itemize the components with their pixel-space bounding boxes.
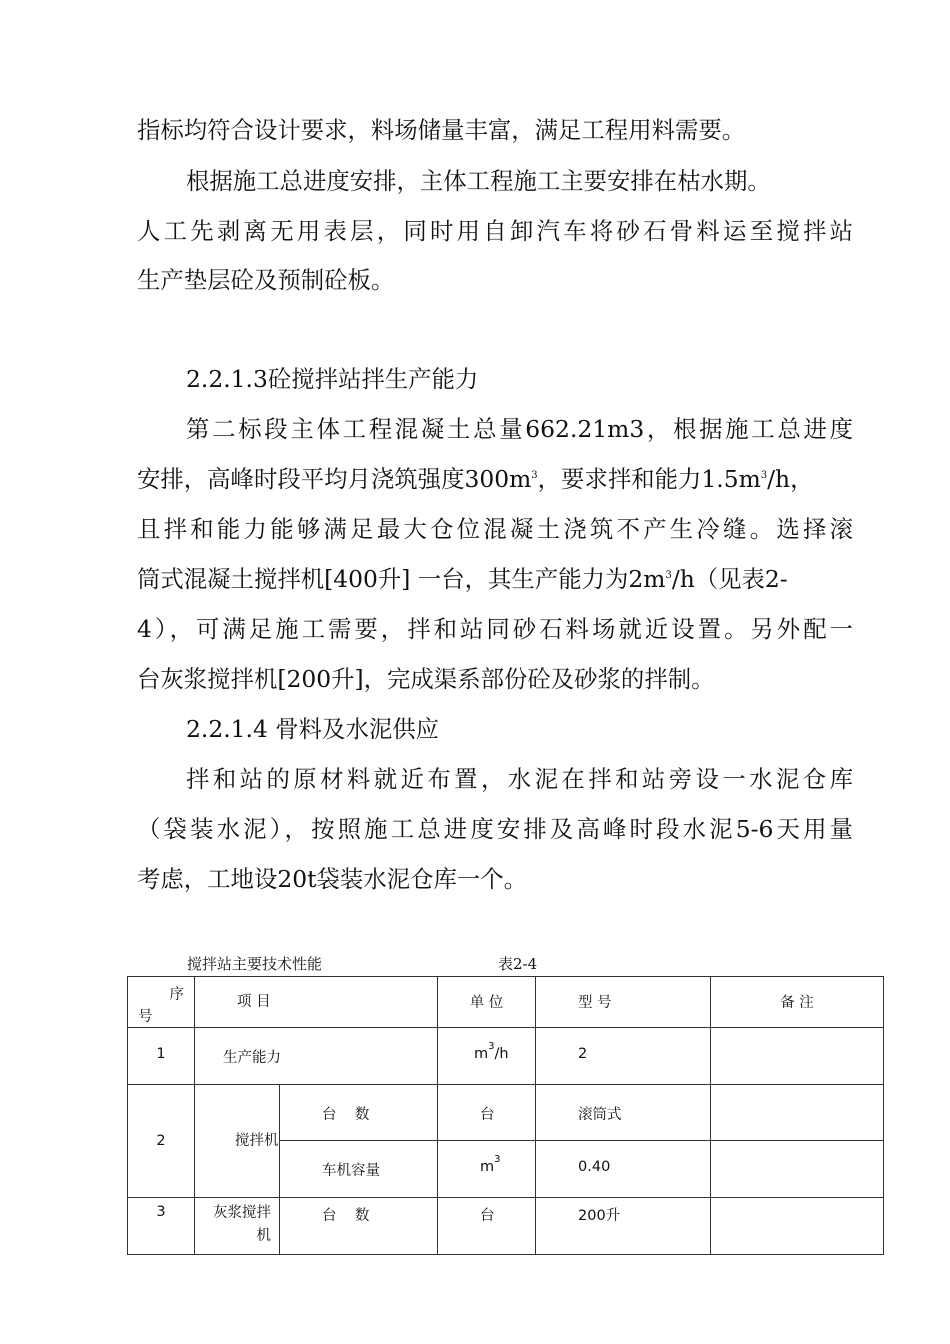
unit-sup: 3 xyxy=(494,1154,501,1165)
cell-unit: 台 xyxy=(438,1085,536,1141)
header-unit: 单 位 xyxy=(438,977,536,1028)
paragraph-line: 根据施工总进度安排，主体工程施工主要安排在枯水期。 xyxy=(186,167,771,195)
header-model: 型 号 xyxy=(536,977,711,1028)
cell-seq: 2 xyxy=(128,1085,195,1198)
cell-remark xyxy=(711,1085,884,1141)
header-seq xyxy=(128,977,195,1028)
cell-item: 车机容量 xyxy=(280,1141,438,1198)
superscript: 3 xyxy=(665,570,672,581)
cell-model: 滚筒式 xyxy=(536,1085,711,1141)
cell-item: 生产能力 xyxy=(195,1028,438,1085)
unit-base: m xyxy=(480,1159,495,1175)
paragraph-line xyxy=(137,464,853,494)
text-run: 安排，高峰时段平均月浇筑强度300m xyxy=(137,465,532,493)
paragraph-line: （袋装水泥），按照施工总进度安排及高峰时段水泥5-6天用量 xyxy=(137,815,853,843)
cell-item: 台 数 xyxy=(280,1085,438,1141)
unit-tail: /h xyxy=(494,1046,509,1062)
table-row xyxy=(128,1028,884,1085)
text-run: ，要求拌和能力1.5m xyxy=(537,465,761,493)
superscript: 3 xyxy=(760,470,768,481)
table-row xyxy=(128,1085,884,1141)
cell-unit: 台 xyxy=(438,1198,536,1255)
paragraph-line: 且拌和能力能够满足最大仓位混凝土浇筑不产生冷缝。选择滚 xyxy=(137,515,853,543)
paragraph-line xyxy=(137,564,853,594)
cell-group: 灰浆搅拌机 xyxy=(195,1198,280,1255)
text-run: /h（见表2- xyxy=(671,565,788,593)
text-run: /h， xyxy=(767,465,814,493)
paragraph-line: 生产垫层砼及预制砼板。 xyxy=(137,266,395,294)
header-seq-bottom: 号 xyxy=(138,1009,153,1025)
cell-remark xyxy=(711,1198,884,1255)
paragraph-line: 4），可满足施工需要，拌和站同砂石料场就近设置。另外配一 xyxy=(137,615,853,643)
cell-model: 2 xyxy=(536,1028,711,1085)
header-remark: 备 注 xyxy=(711,977,884,1028)
table-number: 表2-4 xyxy=(498,955,538,973)
spec-table xyxy=(127,976,884,1255)
unit-sup: 3 xyxy=(488,1041,495,1052)
cell-seq: 1 xyxy=(128,1028,195,1085)
header-item: 项 目 xyxy=(195,977,438,1028)
cell-unit xyxy=(438,1028,536,1085)
paragraph-line: 指标均符合设计要求，料场储量丰富，满足工程用料需要。 xyxy=(137,116,746,144)
superscript: 3 xyxy=(531,470,538,481)
paragraph-line: 考虑，工地设20t袋装水泥仓库一个。 xyxy=(137,865,528,893)
cell-remark xyxy=(711,1028,884,1085)
cell-group: 搅拌机 xyxy=(195,1085,280,1198)
paragraph-line: 台灰浆搅拌机[200升]，完成渠系部份砼及砂浆的拌制。 xyxy=(137,665,715,693)
cell-seq: 3 xyxy=(128,1198,195,1255)
cell-model: 0.40 xyxy=(536,1141,711,1198)
table-row xyxy=(128,1198,884,1255)
text-run: 筒式混凝土搅拌机[400升] 一台，其生产能力为2m xyxy=(137,565,666,593)
paragraph-line: 拌和站的原材料就近布置，水泥在拌和站旁设一水泥仓库 xyxy=(186,765,853,793)
cell-model: 200升 xyxy=(536,1198,711,1255)
paragraph-line: 第二标段主体工程混凝土总量662.21m3，根据施工总进度 xyxy=(186,415,853,443)
cell-remark xyxy=(711,1141,884,1198)
section-heading: 2.2.1.3砼搅拌站拌生产能力 xyxy=(186,365,479,393)
table-header-row xyxy=(128,977,884,1028)
header-seq-top: 序 xyxy=(169,987,184,1003)
section-heading: 2.2.1.4 骨料及水泥供应 xyxy=(186,715,440,743)
cell-item: 台 数 xyxy=(280,1198,438,1255)
unit-base: m xyxy=(474,1046,489,1062)
paragraph-line: 人工先剥离无用表层，同时用自卸汽车将砂石骨料运至搅拌站 xyxy=(137,217,853,245)
cell-unit xyxy=(438,1141,536,1198)
table-caption: 搅拌站主要技术性能 xyxy=(187,955,323,973)
